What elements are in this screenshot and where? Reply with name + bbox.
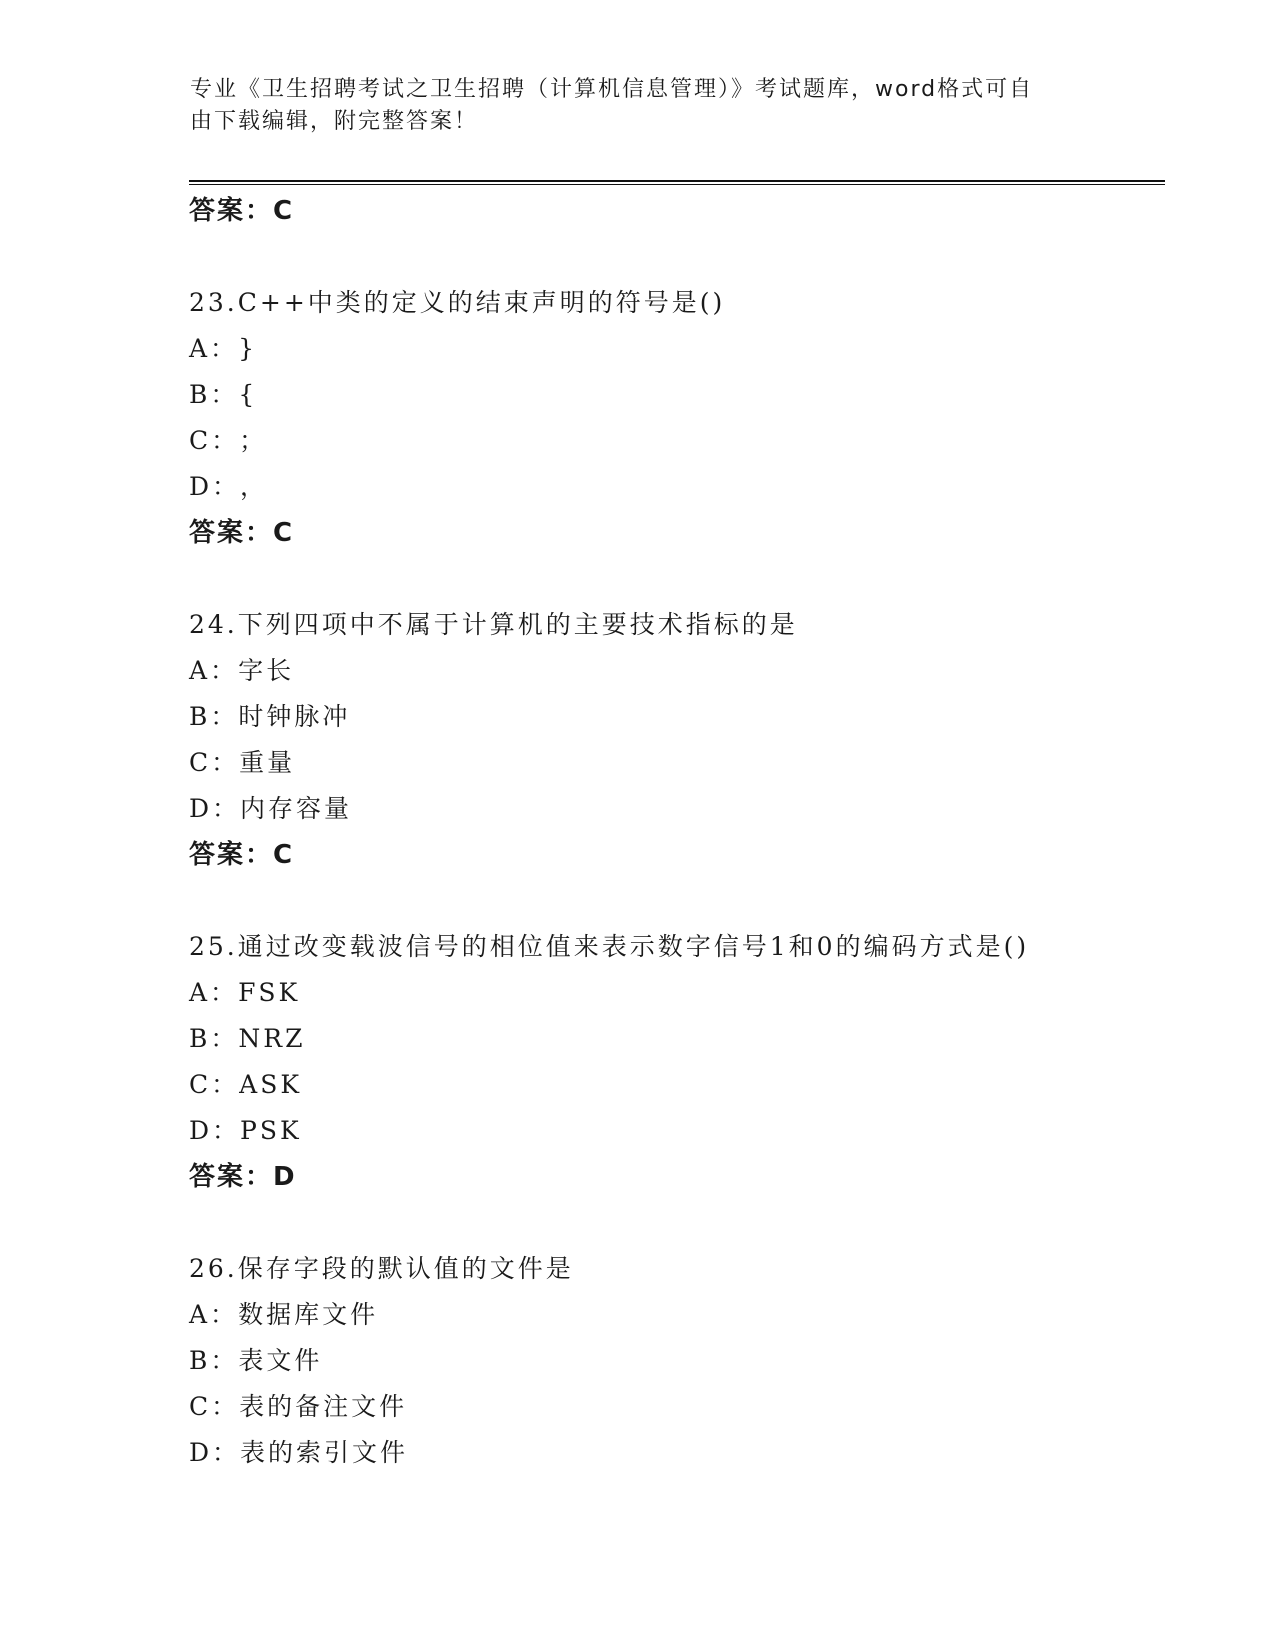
option-letter: A： bbox=[189, 656, 239, 685]
spacer bbox=[189, 1200, 1189, 1246]
option-letter: B： bbox=[189, 380, 239, 409]
question-24 bbox=[189, 602, 1189, 878]
option-letter: C： bbox=[189, 426, 240, 455]
option-d bbox=[189, 786, 1189, 832]
option-b bbox=[189, 1338, 1189, 1384]
option-letter: A： bbox=[189, 334, 239, 363]
option-letter: C： bbox=[189, 1070, 240, 1099]
option-a bbox=[189, 970, 1189, 1016]
spacer bbox=[189, 234, 1189, 280]
option-letter: C： bbox=[189, 748, 240, 777]
answer-line: 答案：C bbox=[189, 196, 295, 226]
question-stem: 26.保存字段的默认值的文件是 bbox=[189, 1254, 574, 1283]
option-text: } bbox=[238, 334, 257, 363]
option-b bbox=[189, 372, 1189, 418]
option-text: 表的索引文件 bbox=[240, 1438, 409, 1467]
option-letter: A： bbox=[189, 1300, 239, 1329]
option-text: 数据库文件 bbox=[238, 1300, 379, 1329]
question-list bbox=[189, 188, 1189, 1476]
option-letter: D： bbox=[189, 1116, 241, 1145]
option-b bbox=[189, 1016, 1189, 1062]
option-letter: D： bbox=[189, 472, 241, 501]
option-text: 表文件 bbox=[238, 1346, 323, 1375]
option-text: 字长 bbox=[238, 656, 295, 685]
option-c bbox=[189, 1384, 1189, 1430]
option-text: { bbox=[238, 380, 258, 409]
option-text: 表的备注文件 bbox=[239, 1392, 408, 1421]
header-divider-thick bbox=[189, 180, 1165, 182]
header-divider-thin bbox=[189, 184, 1165, 185]
answer-line: 答案：D bbox=[189, 1162, 297, 1192]
option-letter: B： bbox=[189, 1346, 239, 1375]
option-a bbox=[189, 1292, 1189, 1338]
option-d bbox=[189, 1430, 1189, 1476]
option-letter: A： bbox=[189, 978, 239, 1007]
header-line-1: 专业《卫生招聘考试之卫生招聘（计算机信息管理）》考试题库，word格式可自 bbox=[190, 77, 1034, 102]
option-d bbox=[189, 464, 1189, 510]
answer-line: 答案：C bbox=[189, 840, 295, 870]
option-text: NRZ bbox=[238, 1024, 306, 1053]
question-stem: 25.通过改变载波信号的相位值来表示数字信号1和0的编码方式是() bbox=[189, 932, 1030, 961]
option-text: ， bbox=[240, 472, 269, 501]
option-c bbox=[189, 418, 1189, 464]
question-stem: 23.C++中类的定义的结束声明的符号是() bbox=[189, 288, 726, 317]
option-text: ； bbox=[239, 426, 268, 455]
option-letter: B： bbox=[189, 702, 239, 731]
option-letter: B： bbox=[189, 1024, 239, 1053]
option-text: FSK bbox=[238, 978, 301, 1007]
answer-line: 答案：C bbox=[189, 518, 295, 548]
question-26 bbox=[189, 1246, 1189, 1476]
option-letter: C： bbox=[189, 1392, 240, 1421]
option-text: PSK bbox=[240, 1116, 302, 1145]
spacer bbox=[189, 878, 1189, 924]
header-line-2: 由下载编辑，附完整答案！ bbox=[190, 109, 479, 134]
option-letter: D： bbox=[189, 1438, 241, 1467]
document-header bbox=[190, 74, 1070, 138]
option-letter: D： bbox=[189, 794, 241, 823]
option-text: 内存容量 bbox=[240, 794, 353, 823]
option-d bbox=[189, 1108, 1189, 1154]
question-23 bbox=[189, 280, 1189, 556]
option-text: ASK bbox=[239, 1070, 302, 1099]
option-a bbox=[189, 326, 1189, 372]
option-c bbox=[189, 740, 1189, 786]
question-25 bbox=[189, 924, 1189, 1200]
option-text: 重量 bbox=[239, 748, 296, 777]
option-c bbox=[189, 1062, 1189, 1108]
option-text: 时钟脉冲 bbox=[238, 702, 351, 731]
question-stem: 24.下列四项中不属于计算机的主要技术指标的是 bbox=[189, 610, 798, 639]
option-a bbox=[189, 648, 1189, 694]
spacer bbox=[189, 556, 1189, 602]
option-b bbox=[189, 694, 1189, 740]
